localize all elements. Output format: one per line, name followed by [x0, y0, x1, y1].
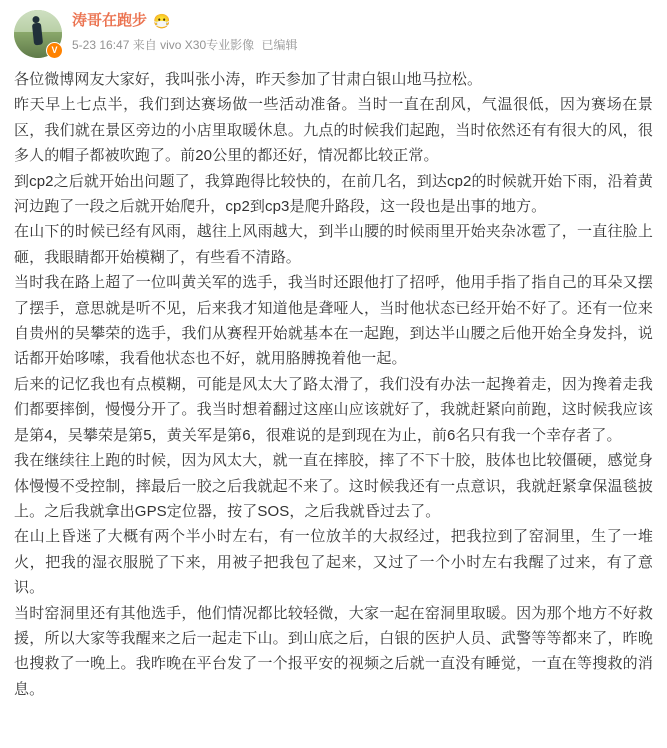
- post-meta: [72, 10, 297, 54]
- post-content: [14, 67, 653, 702]
- avatar[interactable]: [14, 10, 62, 58]
- post-paragraph: 各位微博网友大家好，我叫张小涛，昨天参加了甘肃白银山地马拉松。: [14, 71, 483, 88]
- post-subline: [72, 37, 297, 54]
- post-paragraph: 昨天早上七点半，我们到达赛场做一些活动准备。当时一直在刮风，气温很低，因为赛场在景区，我们就在景区旁边的小店里取暖休息。九点的时候我们起跑，当时依然还有有很大的风，很多人的帽子都被吹跑了。前20公里的都还好，情况都比较正常。: [14, 96, 653, 165]
- post-paragraph: 在山上昏迷了大概有两个半小时左右，有一位放羊的大叔经过，把我拉到了窑洞里，生了一堆火，把我的湿衣服脱了下来，用被子把我包了起来，又过了一个小时左右我醒了过来，有了意识。: [14, 528, 653, 597]
- post-paragraph: 当时我在路上超了一位叫黄关军的选手，我当时还跟他打了招呼，他用手指了指自己的耳朵又摆了摆手，意思就是听不见，后来我才知道他是聋哑人，当时他状态已经开始不好了。还有一位来自贵州的吴攀荣的选手，我们从赛程开始就基本在一起跑，到达半山腰之后他开始全身发抖，说话都开始哆嗦，我看他状态也不好，就用胳膊挽着他一起。: [14, 274, 653, 368]
- mask-emoji-icon: 😷: [153, 13, 171, 29]
- post-from-label: 来自: [132, 38, 157, 52]
- author-row: [72, 11, 297, 31]
- post-paragraph: 后来的记忆我也有点模糊，可能是风太大了路太滑了，我们没有办法一起搀着走，因为搀着走我们都要摔倒，慢慢分开了。我当时想着翻过这座山应该就好了，我就赶紧向前跑，这时候我应该是第4，吴攀荣是第5，黄关军是第6，很难说的是到现在为止，前6名只有我一个幸存者了。: [14, 375, 653, 444]
- verified-badge-icon[interactable]: V: [46, 42, 63, 59]
- post-paragraph: 我在继续往上跑的时候，因为风太大，就一直在摔胶，摔了不下十胶，肢体也比较僵硬，感觉身体慢慢不受控制，摔最后一胶之后我就起不来了。这时候我还有一点意识，我就赶紧拿保温毯披上。之后我就拿出GPS定位器，按了SOS，之后我就昏过去了。: [14, 452, 653, 520]
- post-paragraph: 在山下的时候已经有风雨，越往上风雨越大，到半山腰的时候雨里开始夹杂冰雹了，一直往脸上砸，我眼睛都开始模糊了，有些看不清路。: [14, 223, 653, 266]
- post-paragraph: 当时窑洞里还有其他选手，他们情况都比较轻微，大家一起在窑洞里取暖。因为那个地方不好救援，所以大家等我醒来之后一起走下山。到山底之后，白银的医护人员、武警等等都来了，昨晚也搜救了一晚上。我昨晚在平台发了一个报平安的视频之后就一直没有睡觉，一直在等搜救的消息。: [14, 604, 653, 698]
- post-timestamp: 5-23 16:47: [72, 38, 130, 52]
- post-device[interactable]: vivo X30专业影像: [160, 38, 255, 52]
- post-edited-label: 已编辑: [261, 38, 298, 52]
- post-paragraph: 到cp2之后就开始出问题了，我算跑得比较快的，在前几名，到达cp2的时候就开始下雨，沿着黄河边跑了一段之后就开始爬升，cp2到cp3是爬升路段，这一段也是出事的地方。: [14, 172, 653, 216]
- author-name[interactable]: 涛哥在跑步: [72, 12, 148, 29]
- post-header: [14, 10, 653, 58]
